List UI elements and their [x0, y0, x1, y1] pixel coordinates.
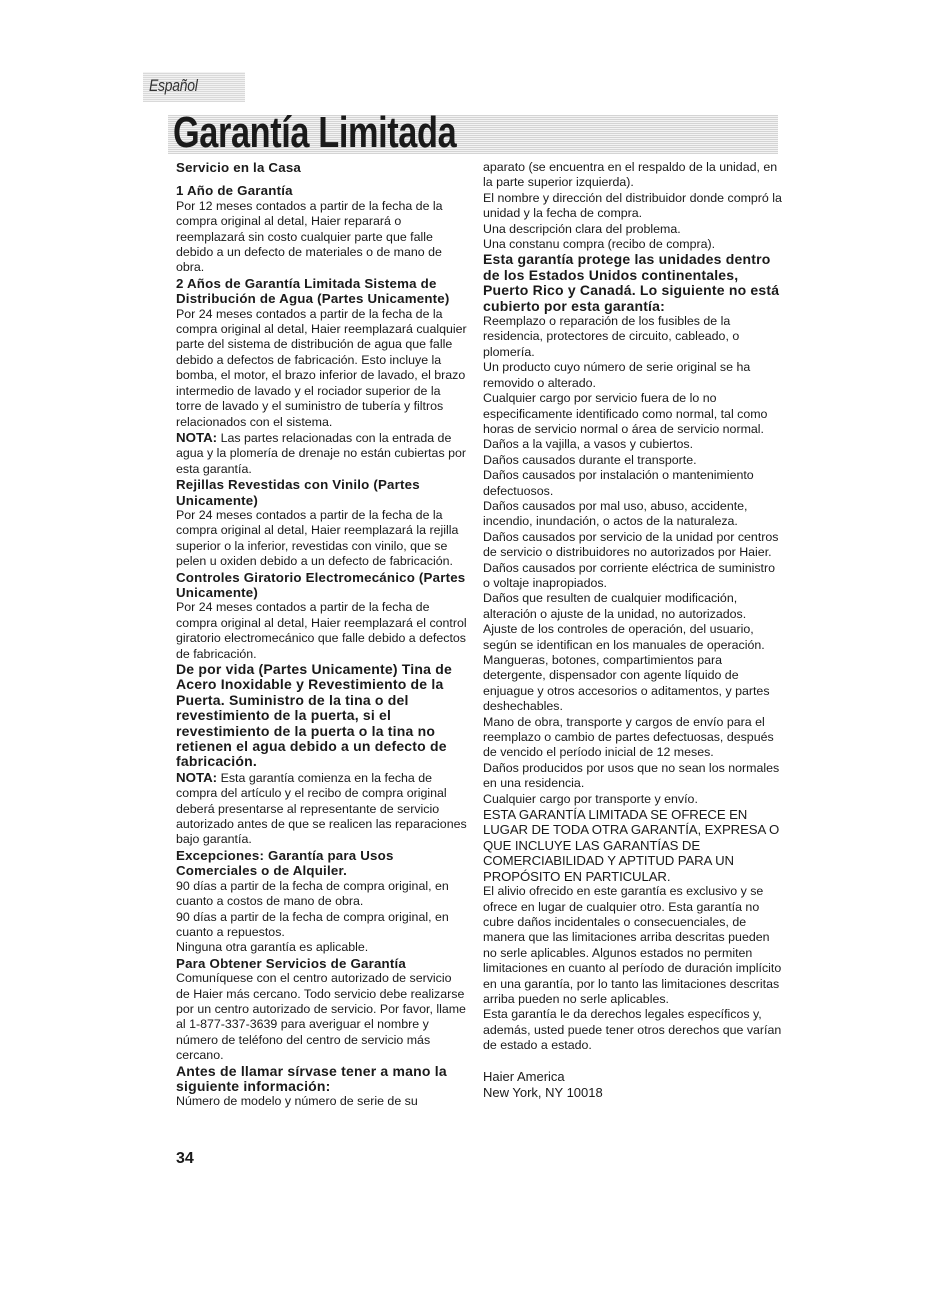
exclusion-item: Daños a la vajilla, a vasos y cubiertos.	[483, 437, 694, 452]
two-year-water-body: Por 24 meses contados a partir de la fecha de la compra original al detal, Haier reemplazará cualquier parte del sistema de distribución de agua que falle debido a defectos de fabricación. Esto incluye la bomba, el motor, el brazo inferior de lavado, el brazo intermedio de lavado y el rociador superior de la torre de lavado y el suministro de tubería y filtros relacionados con el sistema.	[176, 306, 467, 429]
exclusion-item: Daños causados por corriente eléctrica de suministro o voltaje inapropiados.	[483, 560, 776, 590]
exceptions-line-1: 90 días a partir de la fecha de compra original, en cuanto a costos de mano de obra.	[176, 878, 449, 909]
exclusion-item: Daños que resulten de cualquier modificación, alteración o ajuste de la unidad, no autorizados.	[483, 591, 747, 621]
rights-paragraph: Esta garantía le da derechos legales específicos y, además, usted puede tener otros derechos que varían de estado a estado.	[483, 1007, 782, 1053]
exclusion-item: Daños causados por instalación o mantenimiento defectuosos.	[483, 468, 754, 498]
exclusion-item: Cualquier cargo por transporte y envío.	[483, 791, 698, 806]
one-year-body: Por 12 meses contados a partir de la fecha de la compra original al detal, Haier reparará o reemplazará sin costo cualquier parte que falle debido a un defecto de materiales o de mano de obra.	[176, 198, 443, 275]
exclusion-item: Un producto cuyo número de serie original se ha removido o alterado.	[483, 360, 751, 390]
exclusion-item: Daños producidos por usos que no sean los normales en una residencia.	[483, 760, 780, 791]
info-line-3: Una descripción clara del problema.	[483, 221, 681, 236]
language-tab-label: Español	[149, 76, 198, 95]
lifetime-heading: De por vida (Partes Unicamente) Tina de Acero Inoxidable y Revestimiento de la Puerta. Suministro de la tina o del revestimiento de la puerta, si el revestimiento de la puerta o la tina no retienen el agua debido a un defecto de fabricación.	[176, 661, 452, 770]
page-title: Garantía Limitada	[173, 108, 457, 157]
exclusion-item: Mangueras, botones, compartimientos para detergente, dispensador con agente líquido de enjuague y otros accesorios o aditamentos, y partes deshechables.	[483, 653, 770, 714]
exceptions-line-3: Ninguna otra garantía es aplicable.	[176, 940, 369, 955]
info-line-1: aparato (se encuentra en el respaldo de la unidad, en la parte superior izquierda).	[483, 160, 778, 190]
exclusion-item: Daños causados por servicio de la unidad por centros de servicio o distribuidores no autorizados por Haier.	[483, 529, 779, 560]
racks-heading: Rejillas Revestidas con Vinilo (Partes Unicamente)	[176, 477, 420, 508]
address-block	[483, 1069, 783, 1101]
controls-heading: Controles Giratorio Electromecánico (Partes Unicamente)	[176, 569, 466, 600]
left-column	[176, 160, 468, 1110]
exclusion-item: Reemplazo o reparación de los fusibles de la residencia, protectores de circuito, cableado, o plomería.	[483, 314, 740, 359]
page-number: 34	[176, 1150, 194, 1167]
company-name: Haier America	[483, 1068, 565, 1084]
info-line-4: Una constanu compra (recibo de compra).	[483, 237, 716, 252]
obtain-service-heading: Para Obtener Servicios de Garantía	[176, 955, 406, 971]
one-year-heading: 1 Año de Garantía	[176, 183, 293, 199]
exclusion-item: Daños causados durante el transporte.	[483, 452, 697, 467]
nota-1	[176, 430, 468, 477]
remedy-paragraph: El alivio ofrecido en este garantía es exclusivo y se ofrece en lugar de cualquier otro. Esta garantía no cubre daños incidentales o consecuenciales, de manera que las limitaciones arriba descritas pueden no serle aplicables. Algunos estados no permiten limitaciones en cuanto al período de duración implícito en una garantía, por lo tanto las limitaciones descritas arriba pueden no serle aplicables.	[483, 884, 782, 1006]
exceptions-heading: Excepciones: Garantía para Usos Comerciales o de Alquiler.	[176, 847, 394, 879]
exclusion-item: Ajuste de los controles de operación, del usuario, según se identifican en los manuales de operación.	[483, 622, 765, 652]
coverage-heading: Esta garantía protege las unidades dentro de los Estados Unidos continentales, Puerto Rico y Canadá. Lo siguiente no está cubierto por esta garantía:	[483, 251, 780, 314]
racks-body: Por 24 meses contados a partir de la fecha de la compra original al detal, Haier reemplazará la rejilla superior o la inferior, revestidas con vinilo, que se pelen u oxiden debido a un defecto de fabricación.	[176, 507, 459, 569]
before-calling-heading: Antes de llamar sírvase tener a mano la siguiente información:	[176, 1062, 447, 1094]
exceptions-line-2: 90 días a partir de la fecha de compra original, en cuanto a repuestos.	[176, 909, 449, 939]
info-line-2: El nombre y dirección del distribuidor donde compró la unidad y la fecha de compra.	[483, 190, 782, 221]
nota-1-body: Las partes relacionadas con la entrada de agua y la plomería de drenaje no están cubiertas por esta garantía.	[176, 430, 466, 476]
controls-body: Por 24 meses contados a partir de la fecha de compra original al detal, Haier reemplazará el control giratorio electromecánico que falle debido a defectos de fabricación.	[176, 600, 467, 661]
subtitle: Servicio en la Casa	[176, 160, 302, 175]
exclusion-item: Daños causados por mal uso, abuso, accidente, incendio, inundación, o actos de la naturaleza.	[483, 498, 748, 529]
disclaimer-caps: ESTA GARANTÍA LIMITADA SE OFRECE EN LUGAR DE TODA OTRA GARANTÍA, EXPRESA O QUE INCLUYE LAS GARANTÍAS DE COMERCIABILIDAD Y APTITUD PARA UN PROPÓSITO EN PARTICULAR.	[483, 807, 780, 884]
nota-1-label: NOTA:	[176, 429, 218, 445]
nota-2-label: NOTA:	[176, 769, 218, 785]
exclusion-item: Mano de obra, transporte y cargos de envío para el reemplazo o cambio de partes defectuosas, después de vencido el período inicial de 12 meses.	[483, 714, 774, 760]
company-city: New York, NY 10018	[483, 1084, 603, 1100]
language-tab	[143, 72, 245, 102]
nota-2-body: Esta garantía comienza en la fecha de compra del artículo y el recibo de compra original deberá presentarse al representante de servicio autorizado antes de que se realicen las reparaciones bajo garantía.	[176, 770, 467, 847]
right-column	[483, 160, 783, 1101]
obtain-service-body: Comuníquese con el centro autorizado de servicio de Haier más cercano. Todo servicio debe realizarse por un centro autorizado de servicio. Por favor, llame al 1-877-337-3639 para averiguar el nombre y número de teléfono del centro de servicio más cercano.	[176, 971, 466, 1063]
exclusion-item: Cualquier cargo por servicio fuera de lo no especificamente identificado como normal, tal como horas de servicio normal o área de servicio normal.	[483, 391, 768, 436]
two-year-water-heading: 2 Años de Garantía Limitada Sistema de Distribución de Agua (Partes Unicamente)	[176, 275, 450, 307]
nota-2	[176, 770, 468, 848]
before-calling-body: Número de modelo y número de serie de su	[176, 1094, 418, 1109]
